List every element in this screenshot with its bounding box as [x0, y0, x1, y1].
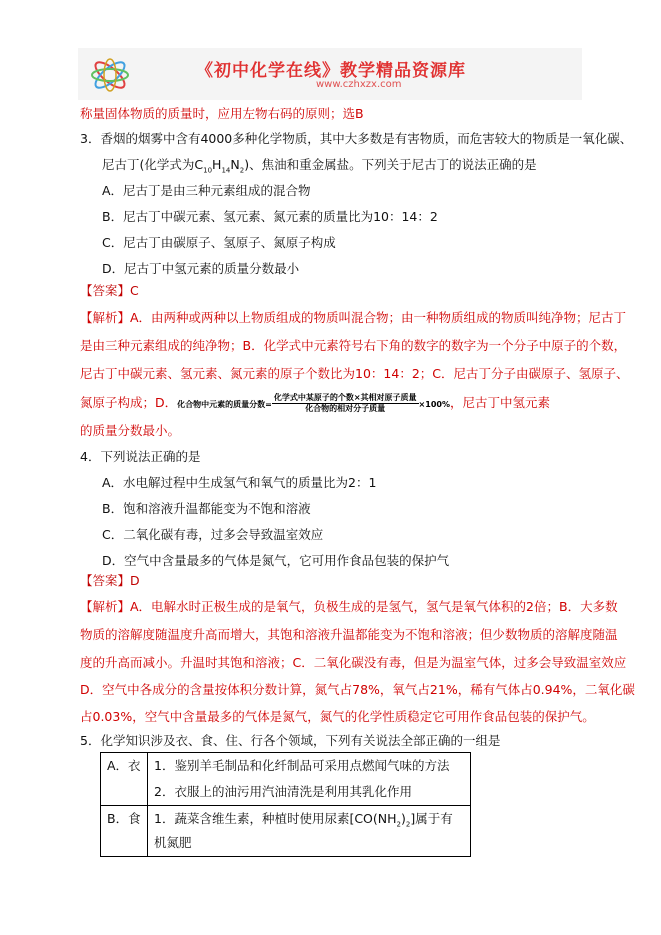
table-row: [101, 753, 471, 806]
banner-title: 《初中化学在线》教学精品资源库: [196, 61, 466, 81]
text: H: [212, 157, 222, 172]
subscript: 2: [239, 166, 245, 175]
row-content: [148, 806, 471, 857]
text: )、焦油和重金属盐。下列关于尼古丁的说法正确的是: [244, 157, 537, 172]
q2-answer-tail: 称量固体物质的质量时，应用左物右码的原则；选B: [80, 106, 364, 121]
q4-analysis-line: 【解析】A．电解水时正极生成的是氧气，负极生成的是氢气，氢气是氧气体积的2倍；B．大多数: [80, 599, 618, 614]
formula-denominator: 化合物的相对分子质量: [305, 404, 386, 413]
q3-answer: 【答案】C: [80, 283, 139, 298]
atom-logo-icon: [88, 54, 132, 96]
row-label: A．衣: [101, 753, 148, 806]
q4-answer: 【答案】D: [80, 573, 140, 588]
subscript: 2: [405, 820, 411, 829]
q3-analysis-line: 尼古丁中碳元素、氢元素、氮元素的原子个数比为10：14：2；C．尼古丁分子由碳原子、氢原子、: [80, 366, 629, 381]
text: ]属于有机氮肥: [154, 811, 453, 850]
row-content: [148, 753, 471, 806]
formula-fraction: [272, 393, 419, 414]
q4-analysis-line: 物质的溶解度随温度升高而增大，其饱和溶液升温都能变为不饱和溶液；但少数物质的溶解度随温: [80, 627, 618, 642]
q3-option-a: A．尼古丁是由三种元素组成的混合物: [102, 183, 311, 198]
q5-stem: 5．化学知识涉及衣、食、住、行各个领域，下列有关说法全部正确的一组是: [80, 733, 501, 748]
table-row: [101, 806, 471, 857]
q3-option-c: C．尼古丁由碳原子、氢原子、氮原子构成: [102, 235, 336, 250]
q4-analysis-line: D．空气中各成分的含量按体积分数计算，氮气占78%，氧气占21%，稀有气体占0.94%，二氧化碳: [80, 682, 635, 697]
q4-analysis-line: 占0.03%，空气中含量最多的气体是氮气，氮气的化学性质稳定它可用作食品包装的保护气。: [80, 709, 595, 724]
q3-option-b: B．尼古丁中碳元素、氢元素、氮元素的质量比为10：14：2: [102, 209, 438, 224]
text: ，尼古丁中氢元素: [449, 395, 550, 410]
q4-option-d: D．空气中含量最多的气体是氮气，它可用作食品包装的保护气: [102, 553, 450, 568]
header-banner: [78, 48, 582, 100]
formula-lhs: 化合物中元素的质量分数=: [177, 400, 272, 409]
subscript: 14: [221, 166, 231, 175]
formula-rhs: ×100%: [418, 400, 450, 409]
banner-url: www.czhxzx.com: [316, 79, 402, 90]
text: N: [230, 157, 240, 172]
q3-analysis-line: 【解析】A．由两种或两种以上物质组成的物质叫混合物；由一种物质组成的物质叫纯净物；尼古丁: [80, 310, 627, 325]
q3-stem-line2: [102, 157, 537, 179]
text: 尼古丁(化学式为C: [102, 157, 204, 172]
text: 1．蔬菜含维生素，种植时使用尿素[CO(NH: [154, 811, 397, 826]
q3-option-d: D．尼古丁中氢元素的质量分数最小: [102, 261, 300, 276]
q4-analysis-line: 度的升高而减小。升温时其饱和溶液；C．二氧化碳没有毒，但是为温室气体，过多会导致温室效应: [80, 655, 627, 670]
q5-options-table: [100, 752, 471, 857]
row-item: 1．鉴别羊毛制品和化纤制品可采用点燃闻气味的方法: [154, 758, 450, 773]
row-item: 2．衣服上的油污用汽油清洗是利用其乳化作用: [154, 784, 412, 799]
q3-analysis-line: [80, 393, 550, 414]
q3-analysis-line: 的质量分数最小。: [80, 423, 181, 438]
q4-option-c: C．二氧化碳有毒，过多会导致温室效应: [102, 527, 324, 542]
formula-numerator: 化学式中某原子的个数×其相对原子质量: [273, 393, 417, 402]
subscript: 2: [396, 820, 401, 829]
text: 氮原子构成；D．: [80, 395, 178, 410]
text: ): [401, 811, 406, 826]
q4-option-b: B．饱和溶液升温都能变为不饱和溶液: [102, 501, 311, 516]
q3-analysis-line: 是由三种元素组成的纯净物；B．化学式中元素符号右下角的数字的数字为一个分子中原子的个数，: [80, 338, 627, 353]
q4-stem: 4．下列说法正确的是: [80, 449, 201, 464]
q4-option-a: A．水电解过程中生成氢气和氧气的质量比为2：1: [102, 475, 377, 490]
subscript: 10: [203, 166, 213, 175]
row-label: B．食: [101, 806, 148, 857]
q3-stem-line1: 3．香烟的烟雾中含有4000多种化学物质，其中大多数是有害物质，而危害较大的物质是一氧化碳、: [80, 131, 633, 146]
